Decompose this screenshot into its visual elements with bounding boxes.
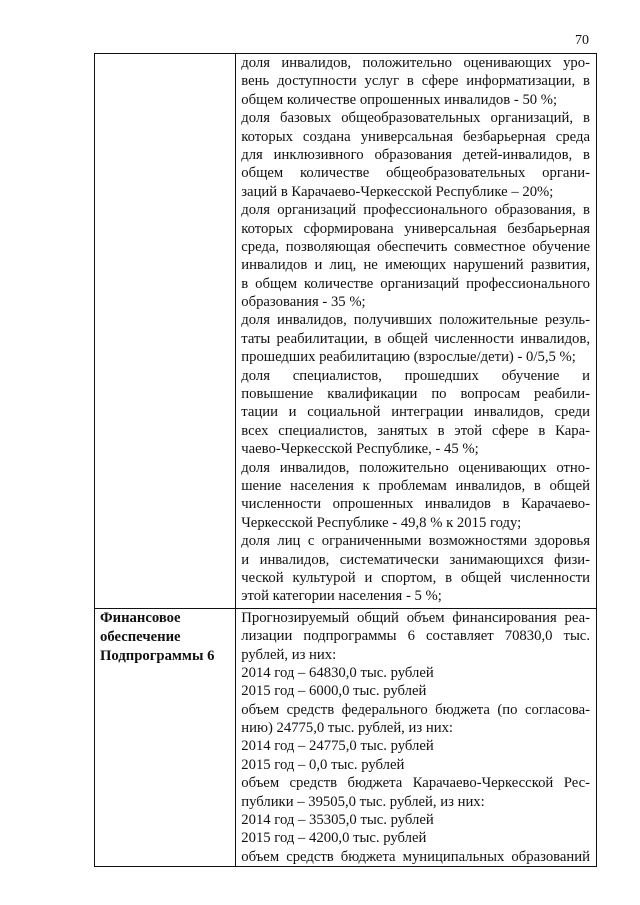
text-line: которых сформирована универсальная безбарьерная [241, 220, 590, 237]
text-line: доля инвалидов, положительно оценивающих отно- [241, 459, 590, 476]
table-row [95, 54, 597, 609]
text-line: Прогнозируемый общий объем финансирования реа- [241, 609, 590, 626]
indicator-list [241, 54, 590, 606]
text-line: в общем количестве организаций профессионального [241, 275, 590, 292]
table-row [95, 608, 597, 866]
row2-label-cell [95, 608, 236, 866]
text-line: и инвалидов, систематически занимающихся физи- [241, 551, 590, 568]
text-line: всех специалистов, занятых в этой сфере в Кара- [241, 422, 590, 439]
text-line: прошедших реабилитацию (взрослые/дети) - 0/5,5 %; [241, 349, 576, 366]
row1-content-cell [236, 54, 597, 609]
text-line: 2014 год – 64830,0 тыс. рублей [241, 664, 434, 681]
text-line: для инклюзивного образования детей-инвалидов, в [241, 146, 590, 163]
text-line: 2015 год – 6000,0 тыс. рублей [241, 683, 427, 700]
text-line: публики – 39505,0 тыс. рублей, из них: [241, 793, 485, 810]
text-line: общем количестве общеобразовательных органи- [241, 165, 590, 182]
text-line: доля инвалидов, получивших положительные резуль- [241, 312, 590, 329]
row-label-line: обеспечение [100, 628, 181, 645]
text-line: объем средств бюджета муниципальных образований [241, 848, 590, 865]
passport-table [94, 53, 597, 867]
text-line: объем средств бюджета Карачаево-Черкесской Рес- [241, 775, 590, 792]
row2-content-cell [236, 608, 597, 866]
text-line: 2014 год – 24775,0 тыс. рублей [241, 738, 434, 755]
text-line: лизации подпрограммы 6 составляет 70830,0 тыс. [241, 628, 590, 645]
text-line: общем количестве опрошенных инвалидов - 50 %; [241, 91, 558, 108]
text-line: таты реабилитации, в общей численности инвалидов, [241, 330, 590, 347]
page-number: 70 [575, 33, 589, 48]
text-line: шение населения к проблемам инвалидов, в общей [241, 477, 590, 494]
text-line: рублей, из них: [241, 646, 337, 663]
text-line: тации и социальной интеграции инвалидов, среди [241, 404, 590, 421]
text-line: доля инвалидов, положительно оценивающих уро- [241, 55, 590, 71]
text-line: повышение квалификации по вопросам реабили- [241, 386, 590, 403]
text-line: 2015 год – 0,0 тыс. рублей [241, 756, 405, 773]
financing-text [241, 609, 590, 866]
text-line: ческой культурой и спортом, в общей численности [241, 569, 590, 586]
text-line: 2015 год – 4200,0 тыс. рублей [241, 830, 427, 847]
text-line: Черкесской Республике - 49,8 % к 2015 году; [241, 514, 522, 531]
text-line: нию) 24775,0 тыс. рублей, из них: [241, 720, 453, 737]
text-line: инвалидов и лиц, не имеющих нарушений развития, [241, 257, 590, 274]
text-line: доля организаций профессионального образования, в [241, 202, 590, 219]
text-line: вень доступности услуг в сфере информатизации, в [241, 73, 590, 90]
row-label-line: Подпрограммы 6 [100, 647, 215, 664]
text-line: образования - 35 %; [241, 294, 366, 311]
text-line: чаево-Черкесской Республике, - 45 %; [241, 441, 479, 458]
text-line: заций в Карачаево-Черкесской Республике – 20%; [241, 183, 554, 200]
text-line: доля лиц с ограниченными возможностями здоровья [241, 533, 590, 550]
text-line: которых создана универсальная безбарьерная среда [241, 128, 590, 145]
text-line: численности опрошенных инвалидов в Карачаево- [241, 496, 590, 513]
row1-label-cell [95, 54, 236, 609]
text-line: среда, позволяющая обеспечить совместное обучение [241, 238, 590, 255]
text-line: объем средств федерального бюджета (по согласова- [241, 701, 590, 718]
text-line: доля специалистов, прошедших обучение и [241, 367, 590, 384]
row-label-line: Финансовое [100, 609, 181, 626]
text-line: 2014 год – 35305,0 тыс. рублей [241, 812, 434, 829]
text-line: этой категории населения - 5 %; [241, 588, 442, 605]
text-line: доля базовых общеобразовательных организаций, в [241, 110, 590, 127]
